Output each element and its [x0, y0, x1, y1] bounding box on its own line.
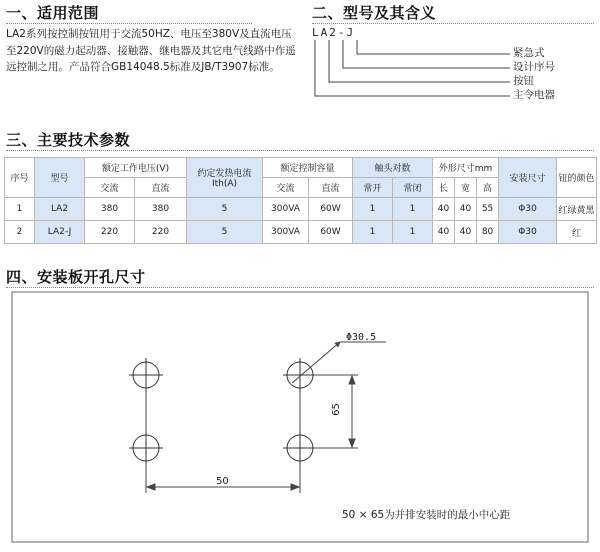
section1-title: 一、适用范围 [6, 4, 100, 22]
header-width: 宽 [455, 178, 477, 198]
section2-title: 二、型号及其含义 [312, 4, 437, 22]
cell-model: LA2 [35, 198, 85, 221]
section3-title: 三、主要技术参数 [6, 131, 131, 149]
cell-height: 80 [477, 221, 499, 244]
header-ac-voltage: 交流 [85, 178, 135, 198]
cell-color: 红绿黄黑 [557, 198, 597, 221]
cell-ith: 5 [187, 198, 263, 221]
model-code: LA2-J [312, 26, 356, 39]
cell-length: 40 [433, 198, 455, 221]
spacing-note: 50 × 65为并排安装时的最小中心距 [342, 509, 511, 521]
header-ac-capacity: 交流 [263, 178, 309, 198]
section1-paragraph: LA2系列按控制按钮用于交流50HZ、电压至380V及直流电压至220V的磁力起动器、接触器、继电器及其它电气线路中作遥远控制之用。产品符合GB14048.5标准及JB/T3907标准。 [6, 28, 296, 73]
cell-width: 40 [455, 198, 477, 221]
cell-seq: 2 [5, 221, 35, 244]
cell-seq: 1 [5, 198, 35, 221]
header-height: 高 [477, 178, 499, 198]
cell-no: 1 [353, 198, 393, 221]
header-voltage: 额定工作电压(V) [85, 158, 187, 178]
cell-model: LA2-J [35, 221, 85, 244]
header-dims: 外形尺寸mm [433, 158, 499, 178]
meaning-emergency: 紧急式 [513, 47, 545, 59]
cell-ith: 5 [187, 221, 263, 244]
horizontal-dimension-label: 50 [216, 476, 229, 487]
meaning-master-device: 主令电器 [513, 89, 555, 101]
header-mount: 安装尺寸 [499, 158, 557, 198]
cell-height: 55 [477, 198, 499, 221]
cell-nc: 1 [393, 198, 433, 221]
header-contacts: 触头对数 [353, 158, 433, 178]
cell-mount: Φ30 [499, 198, 557, 221]
cell-ac-voltage: 220 [85, 221, 135, 244]
header-model: 型号 [35, 158, 85, 198]
hole-diameter-label: Φ30.5 [346, 332, 377, 343]
cell-cap-dc: 60W [309, 198, 353, 221]
header-dc-capacity: 直流 [309, 178, 353, 198]
meaning-design-no: 设计序号 [513, 61, 555, 73]
header-normally-closed: 常闭 [393, 178, 433, 198]
cell-cap-ac: 300VA [263, 198, 309, 221]
cell-nc: 1 [393, 221, 433, 244]
cell-mount: Φ30 [499, 221, 557, 244]
header-seq: 序号 [5, 158, 35, 198]
header-normally-open: 常开 [353, 178, 393, 198]
cell-length: 40 [433, 221, 455, 244]
header-dc-voltage: 直流 [135, 178, 187, 198]
header-capacity: 额定控制容量 [263, 158, 353, 178]
meaning-button: 按钮 [513, 75, 534, 87]
cell-dc-voltage: 380 [135, 198, 187, 221]
header-length: 长 [433, 178, 455, 198]
header-color: 钮的颜色 [557, 158, 597, 198]
cell-dc-voltage: 220 [135, 221, 187, 244]
cell-color: 红 [557, 221, 597, 244]
cell-cap-dc: 60W [309, 221, 353, 244]
cell-no: 1 [353, 221, 393, 244]
vertical-dimension-label: 65 [330, 403, 342, 416]
cell-width: 40 [455, 221, 477, 244]
cell-cap-ac: 300VA [263, 221, 309, 244]
section4-title: 四、安装板开孔尺寸 [6, 268, 146, 286]
cell-ac-voltage: 380 [85, 198, 135, 221]
header-heat-current: 约定发热电流Ith(A) [187, 158, 263, 198]
